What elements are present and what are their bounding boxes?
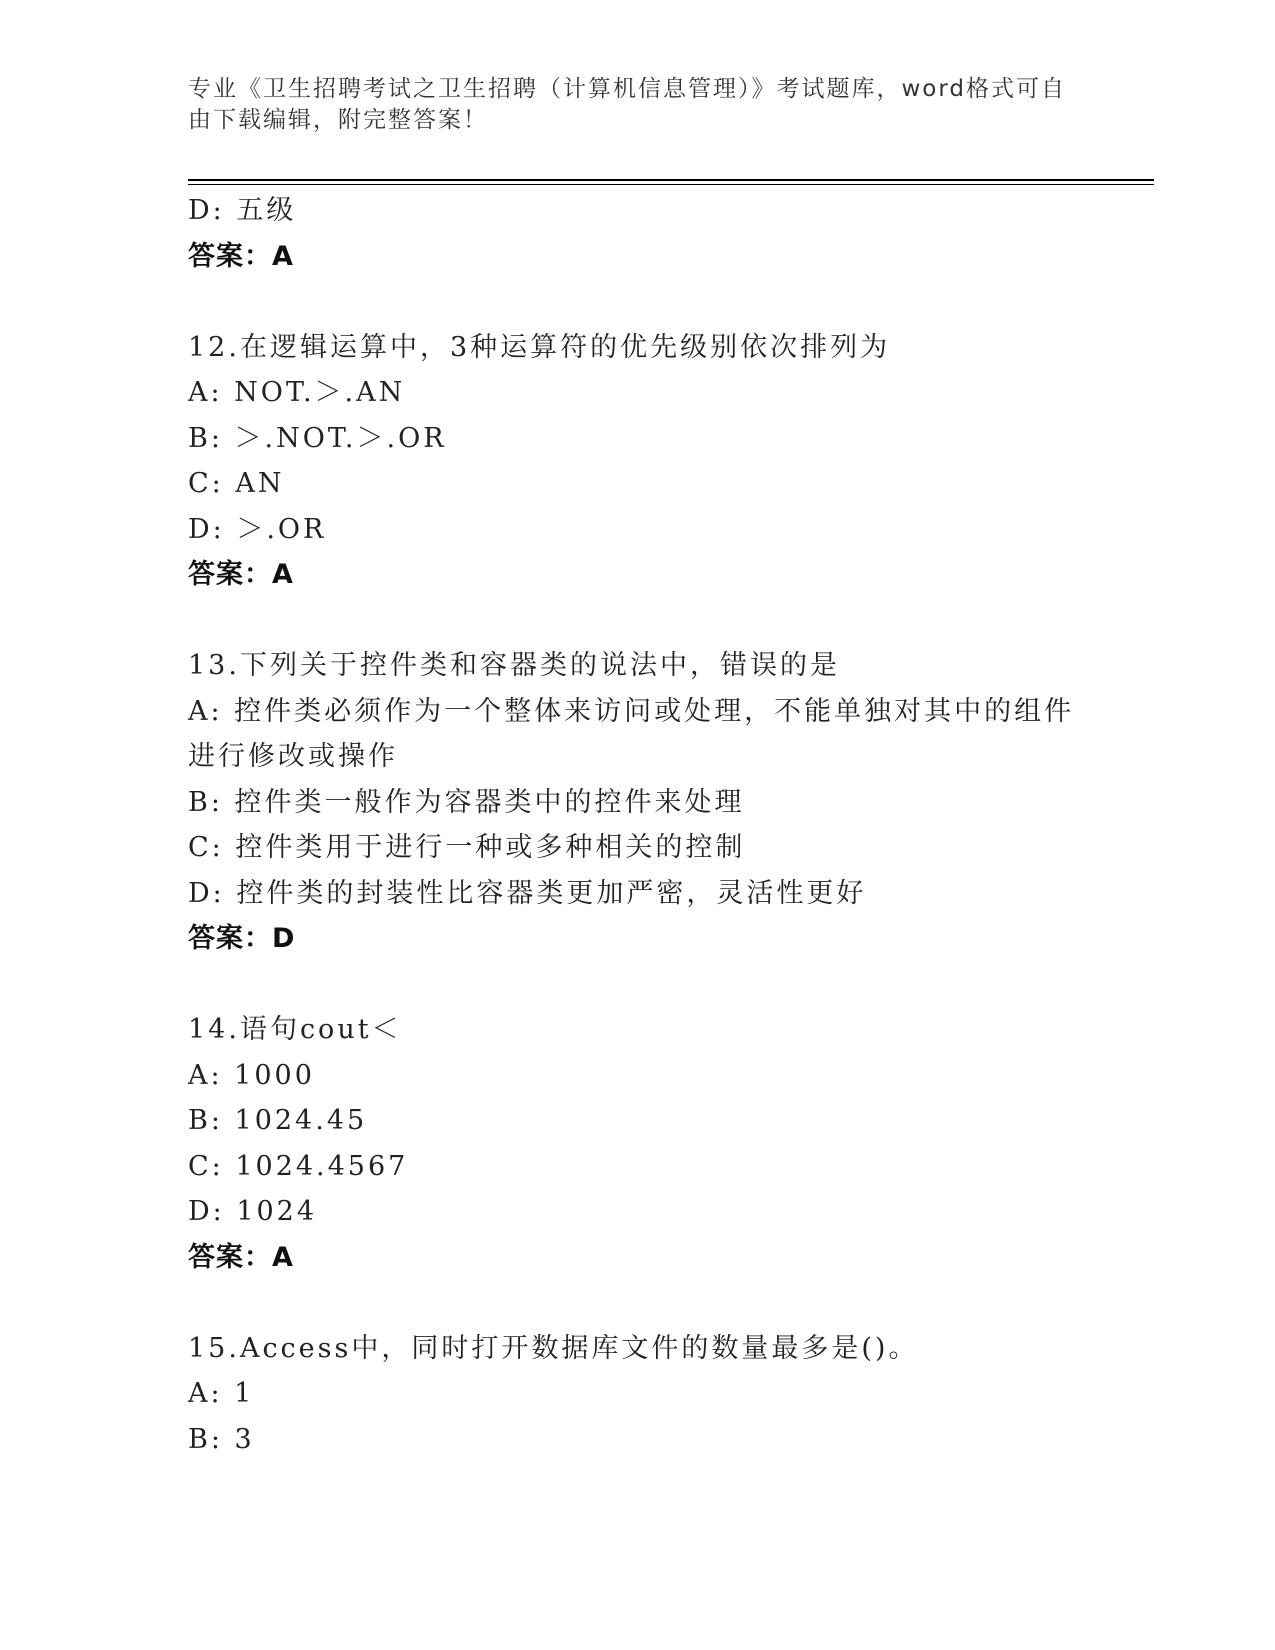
question-stem: 13.下列关于控件类和容器类的说法中，错误的是 <box>188 650 840 681</box>
answer-line: 答案：A <box>188 240 294 272</box>
option-a: A: 1000 <box>188 1059 315 1091</box>
option-b: B: 3 <box>188 1423 255 1455</box>
option-c: C: 1024.4567 <box>188 1150 409 1182</box>
answer-line: 答案：A <box>188 559 294 590</box>
question-stem: 15.Access中，同时打开数据库文件的数量最多是()。 <box>188 1332 919 1364</box>
header-divider-thick <box>188 179 1154 181</box>
document-header <box>188 74 1068 136</box>
spacer <box>188 279 1088 325</box>
spacer <box>188 598 1088 644</box>
option-b: B: 1024.45 <box>188 1105 368 1136</box>
option-a: A: 控件类必须作为一个整体来访问或处理，不能单独对其中的组件进行修改或操作 <box>188 695 1075 772</box>
answer-line: 答案：A <box>188 1241 294 1273</box>
option-d: D: ＞.OR <box>188 513 327 545</box>
question-13 <box>188 643 1088 962</box>
question-14 <box>188 1007 1088 1280</box>
spacer <box>188 962 1088 1008</box>
question-12 <box>188 325 1088 598</box>
option-c: C: AN <box>188 468 285 499</box>
question-list <box>188 188 1088 1462</box>
option-b: B: 控件类一般作为容器类中的控件来处理 <box>188 786 745 818</box>
option-a: A: 1 <box>188 1378 255 1409</box>
option-c: C: 控件类用于进行一种或多种相关的控制 <box>188 832 746 863</box>
option-d: D: 五级 <box>188 195 297 226</box>
header-divider-thin <box>188 184 1154 185</box>
answer-line: 答案：D <box>188 923 296 954</box>
option-d: D: 1024 <box>188 1196 318 1227</box>
question-15 <box>188 1326 1088 1463</box>
option-a: A: NOT.＞.AN <box>188 377 406 408</box>
question-11-tail <box>188 188 1088 279</box>
spacer <box>188 1280 1088 1326</box>
option-b: B: ＞.NOT.＞.OR <box>188 422 447 454</box>
header-line-1: 专业《卫生招聘考试之卫生招聘（计算机信息管理）》考试题库，word格式可自 <box>188 76 1067 102</box>
header-line-2: 由下载编辑，附完整答案！ <box>188 107 488 133</box>
question-stem: 12.在逻辑运算中，3种运算符的优先级别依次排列为 <box>188 331 891 363</box>
option-d: D: 控件类的封装性比容器类更加严密，灵活性更好 <box>188 877 867 909</box>
question-stem: 14.语句cout＜ <box>188 1014 402 1045</box>
